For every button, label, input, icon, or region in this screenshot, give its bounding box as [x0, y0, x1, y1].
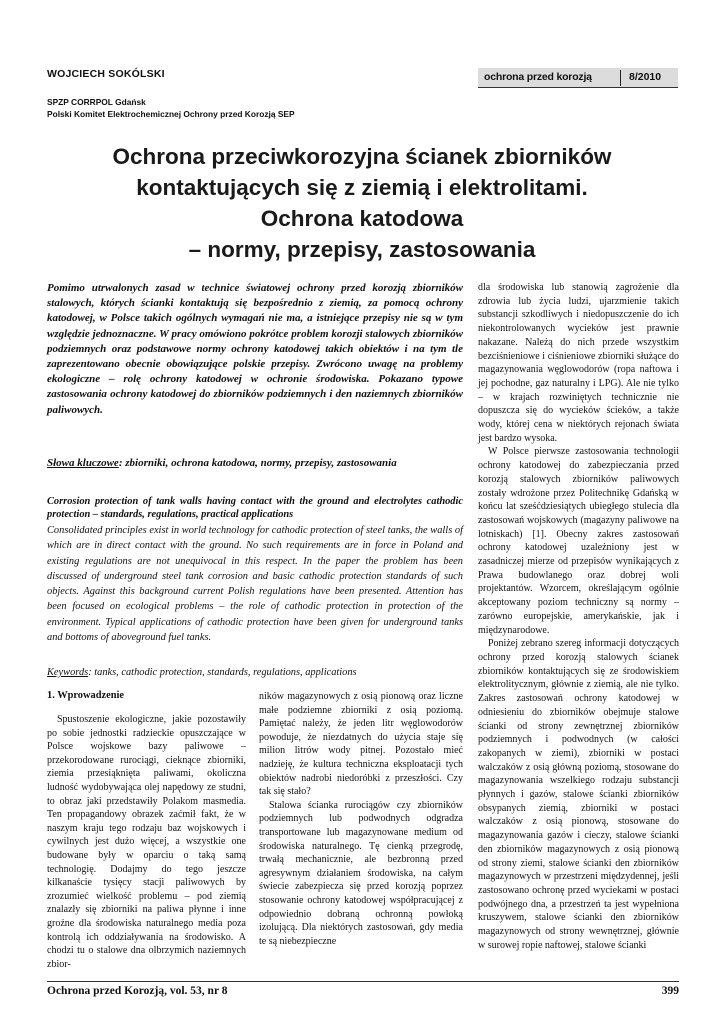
section-heading: 1. Wprowadzenie	[47, 690, 124, 701]
col3-paragraph-3: Poniżej zebrano szereg informacji dotyczących ochrony przed korozją stalowych ścianek zbiorników kontaktujących się ze środowiskiem elektrolitycznym, głównie z ziemią, ale nie tylko. Zakres zastosowań ochrony katodowej w odniesieniu do zbiorników obejmuje stalowe ścianki od strony zewnętrznej zbiorników podziemnych i podwodnych (w całości zakopanych w ziemi), zbiorniki w postaci walczaków z osią główną poziomą, stosowane do magazynowania wszelkiego rodzaju substancji płynnych i gazów, stalowe ścianki zbiorników obsypanych ziemią, zbiorniki w postaci walczaków z osią pionową, stosowane do magazynowania gazów i cieczy, stalowe ścianki den zbiorników magazynowych z osią pionową od strony ziemi, stalowe ścianki den zbiorników magazynowych w przestrzeni międzydennej, jeśli zastosowano ochronę przed wyciekami w postaci podwójnego dna, a przestrzeń ta jest wypełniona kruszywem, stalowe ścianki den zbiorników magazynowych od strony wewnętrznej, głównie w surowej ropie naftowej, stalowe ścianki	[478, 638, 679, 951]
col2-paragraph-1: ników magazynowych z osią pionową oraz liczne małe podziemne zbiorniki z osią poziomą. Pamiętać należy, że jeden litr węglowodorów powoduje, że niezdatnych do użycia staje się milion litrów wody pitnej. Pozostało mieć nadzieję, że kultura techniczna eksploatacji tych obiektów nadrobi niedoróbki z przeszłości. Czy tak się stało?	[259, 691, 463, 798]
col3-paragraph-1: dla środowiska lub stanowią zagrożenie dla zdrowia lub życia ludzi, ujarzmienie takich substancji szkodliwych i niedopuszczenie do ich niekontrolowanych wycieków jest prawnie nakazane. Należą do nich przede wszystkim bezciśnieniowe i ciśnieniowe zbiorniki służące do magazynowania węglowodorów (ropa naftowa i jej pochodne, gaz naturalny i LPG). Ale nie tylko – w krajach rozwiniętych technicznie nie dopuszcza się do wycieków ścieków, a także wody, której cena w niektórych rejonach świata jest bardzo wysoka.	[478, 282, 679, 444]
journal-separator	[620, 70, 621, 86]
keywords-english-label: Keywords	[47, 667, 89, 678]
page-number: 399	[661, 985, 679, 997]
abstract-polish: Pomimo utrwalonych zasad w technice światowej ochrony przed korozją zbiorników stalowych, których ścianki kontaktują się bezpośrednio z ziemią, za pomocą ochrony katodowej, w Polsce takich ogólnych wymagań nie ma, a istniejące przepisy nie są w tym względzie jednoznaczne. W pracy omówiono pokrótce problem korozji stalowych zbiorników podziemnych oraz podstawowe normy ochrony katodowej takich obiektów i na tym tle zaprezentowano obecnie obowiązujące polskie przepisy. Zwrócono uwagę na problemy ekologiczne – rolę ochrony katodowej w ochronie środowiska. Pokazano typowe zastosowania ochrony katodowej do zbiorników podziemnych i den naziemnych zbiorników paliwowych.	[47, 282, 463, 416]
title-line-4: – normy, przepisy, zastosowania	[188, 237, 536, 262]
affiliation-line-1: SPZP CORRPOL Gdańsk	[47, 97, 146, 107]
author-affiliation	[47, 96, 295, 120]
keywords-polish-text: : zbiorniki, ochrona katodowa, normy, przepisy, zastosowania	[118, 457, 397, 469]
body-column-3	[478, 281, 679, 952]
footer-journal: Ochrona przed Korozją, vol. 53, nr 8	[47, 985, 228, 997]
english-title: Corrosion protection of tank walls having contact with the ground and electrolytes cathodic protection – standards, regulations, practical applications	[47, 496, 463, 520]
keywords-polish	[47, 456, 463, 471]
body-column-2	[259, 690, 463, 948]
title-line-2: kontaktujących się z ziemią i elektrolitami.	[136, 175, 588, 200]
journal-underline	[478, 87, 678, 88]
abstract-english: Consolidated principles exist in world technology for cathodic protection of steel tanks, the walls of which are in direct contact with the ground. No such requirements are in force in Poland and existing regulations are not unequivocal in this respect. In the paper the problem has been discussed of underground steel tank corrosion and basic cathodic protection standards of such objects. Against this background current Polish regulations have been presented. Attention has been focused on ecological problems – the role of cathodic protection in protection of the environment. Typical applications of cathodic protection have been given for underground tanks and bottoms of aboveground fuel tanks.	[47, 525, 463, 644]
body-column-1: Spustoszenie ekologiczne, jakie pozostawiły po sobie jednostki radzieckie opuszczające w Polsce wojskowe bazy paliwowe – przekorodowane rurociągi, cieknące zbiorniki, ziemia przesiąknięta paliwami, okoliczna ludność wydobywająca olej napędowy ze studni, to obraz jaki przedstawiły Polakom masmedia. Ten propagandowy obrazek zaćmił fakt, że w naszym kraju tego rodzaju baz wojskowych i cywilnych jest dużo więcej, a wszystkie one budowane były w oparciu o taką samą technologię. Dodajmy do tego jeszcze kilkanaście tysięcy stacji paliwowych by zrozumieć wielkość problemu – pod ziemią znalazły się zbiorniki na paliwa płynne i inne groźne dla środowiska naturalnego media poza kontrolą ich oddziaływania na środowisko. A chodzi tu o stalowe dna olbrzymich naziemnych zbior-	[47, 714, 246, 970]
journal-header-box	[478, 68, 678, 88]
affiliation-line-2: Polski Komitet Elektrochemicznej Ochrony przed Korozją SEP	[47, 109, 295, 119]
col3-paragraph-2: W Polsce pierwsze zastosowania technologii ochrony katodowej do zabezpieczania przed korozją stalowych zbiorników paliwowych zostały wdrożone przez Politechnikę Gdańską w końcu lat sześćdziesiątych ubiegłego stulecia dla zastosowań wojskowych (magazyny paliwowe na lotniskach) [1]. Obecny zakres zastosowań ochrony katodowej uzależniony jest w zasadniczej mierze od przepisów wynikających z Prawa budowlanego oraz dobrej woli projektantów. Wzorcem, określającym ogólnie akceptowany poziom techniczny są normy – zarówno europejskie, amerykańskie, jak i międzynarodowe.	[478, 446, 679, 636]
title-line-3: Ochrona katodowa	[260, 206, 464, 231]
title-line-1: Ochrona przeciwkorozyjna ścianek zbiorników	[112, 144, 612, 169]
keywords-english-text: : tanks, cathodic protection, standards, regulations, applications	[88, 667, 357, 678]
footer-rule	[47, 981, 679, 982]
keywords-english	[47, 666, 463, 680]
keywords-polish-label: Słowa kluczowe	[47, 457, 119, 469]
journal-name: ochrona przed korozją	[484, 71, 592, 83]
article-title	[30, 141, 694, 265]
journal-issue: 8/2010	[629, 71, 662, 83]
author-name: WOJCIECH SOKÓLSKI	[47, 68, 165, 80]
col2-paragraph-2: Stalowa ścianka rurociągów czy zbiorników podziemnych lub podwodnych odgradza transportowane lub magazynowane medium od środowiska naturalnego. Tę cienką przegrodę, trwałą mechanicznie, ale bezbronną przed agresywnym działaniem środowiska, na całym świecie zabezpiecza się przed korozją poprzez stosowanie ochrony katodowej współpracującej z odpowiednio dobraną ochronną powłoką izolującą. Dla niektórych zastosowań, gdy media te są niebezpieczne	[259, 799, 463, 947]
